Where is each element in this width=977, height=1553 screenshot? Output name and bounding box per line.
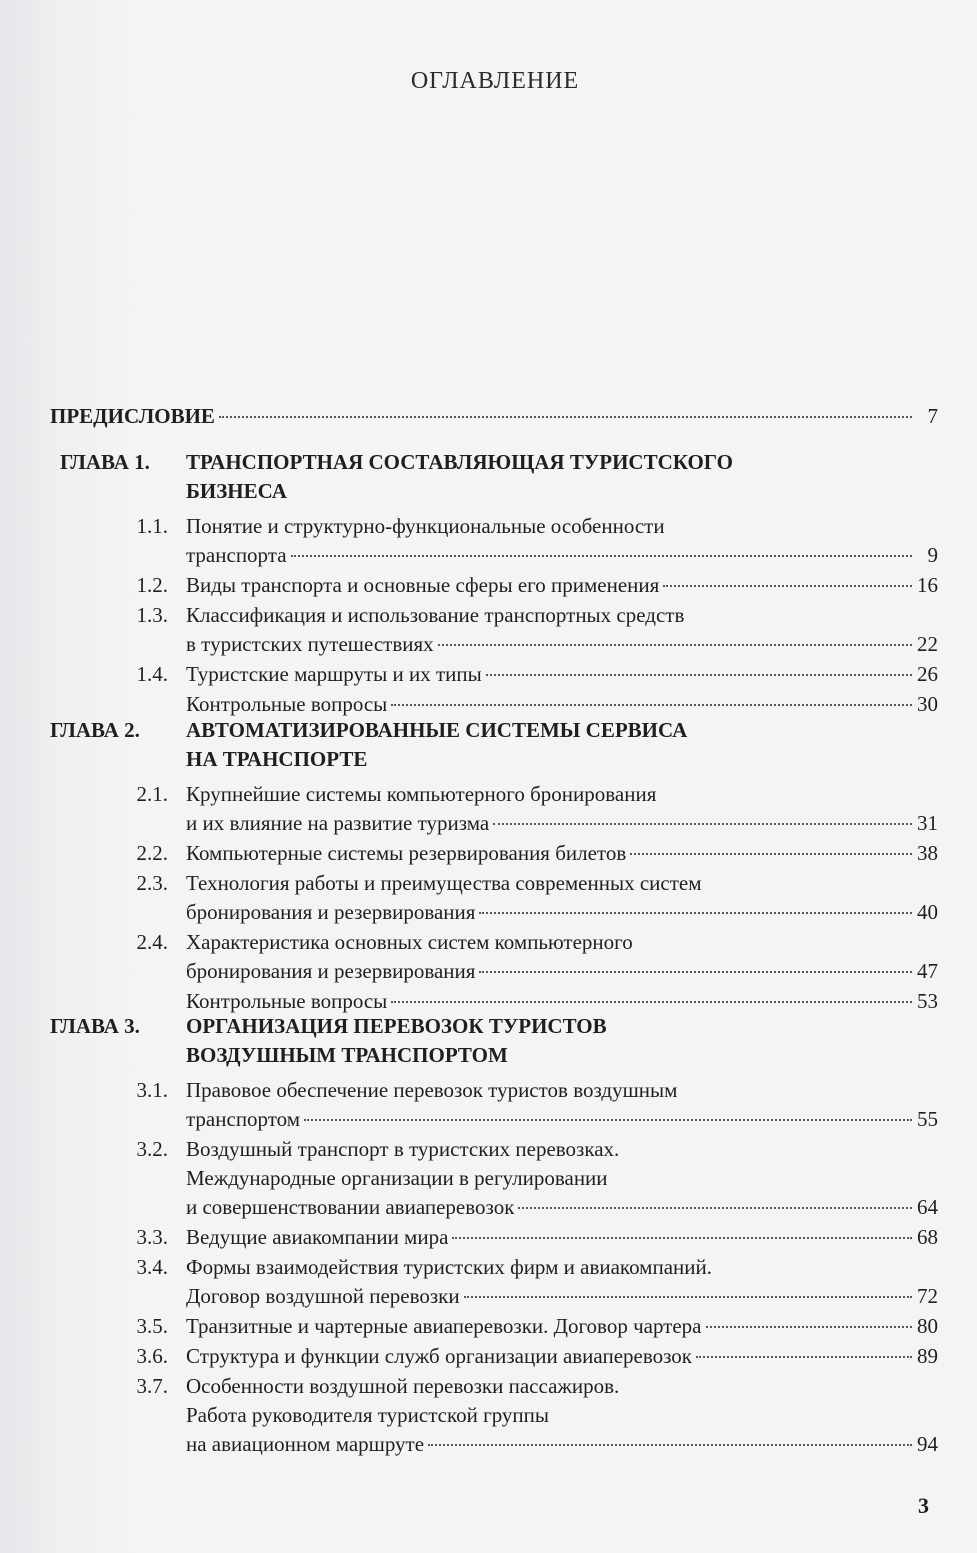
section-entry[interactable] bbox=[186, 841, 938, 866]
section-page: 9 bbox=[927, 543, 938, 567]
section-title[interactable]: Крупнейшие системы компьютерного бронирования bbox=[186, 782, 657, 806]
leader-dots bbox=[452, 1237, 912, 1239]
section-page: 16 bbox=[917, 573, 938, 597]
section-entry[interactable] bbox=[186, 959, 938, 984]
section-title: Компьютерные системы резервирования билетов bbox=[186, 841, 627, 865]
section-entry[interactable] bbox=[186, 900, 938, 925]
leader-dots bbox=[438, 644, 912, 646]
chapter-label: ГЛАВА 3. bbox=[50, 1014, 140, 1038]
section-page: 26 bbox=[917, 662, 938, 686]
leader-dots bbox=[663, 585, 912, 587]
section-page: 40 bbox=[917, 900, 938, 924]
section-page: 31 bbox=[917, 811, 938, 835]
leader-dots bbox=[706, 1326, 913, 1328]
chapter-title[interactable]: ОРГАНИЗАЦИЯ ПЕРЕВОЗОК ТУРИСТОВ bbox=[186, 1014, 607, 1038]
section-number: 2.3. bbox=[136, 871, 168, 895]
section-title[interactable]: Технология работы и преимущества современных систем bbox=[186, 871, 702, 895]
preface-label: ПРЕДИСЛОВИЕ bbox=[50, 404, 215, 428]
leader-dots bbox=[428, 1444, 912, 1446]
section-title: транспортом bbox=[186, 1107, 301, 1131]
section-title[interactable]: Понятие и структурно-функциональные особенности bbox=[186, 514, 665, 538]
section-entry[interactable] bbox=[186, 1344, 938, 1369]
leader-dots bbox=[291, 555, 912, 557]
section-page: 72 bbox=[917, 1284, 938, 1308]
section-title: бронирования и резервирования bbox=[186, 900, 476, 924]
section-page: 94 bbox=[917, 1432, 938, 1456]
section-number: 2.4. bbox=[136, 930, 168, 954]
section-page: 89 bbox=[917, 1344, 938, 1368]
leader-dots bbox=[391, 704, 912, 706]
leader-dots bbox=[696, 1356, 912, 1358]
section-entry[interactable] bbox=[186, 1225, 938, 1250]
leader-dots bbox=[479, 971, 912, 973]
section-title: транспорта bbox=[186, 543, 287, 567]
section-entry[interactable] bbox=[186, 1284, 938, 1309]
section-number: 3.5. bbox=[136, 1314, 168, 1338]
section-title[interactable]: Характеристика основных систем компьютерного bbox=[186, 930, 633, 954]
section-entry[interactable] bbox=[186, 1432, 938, 1457]
chapter-title[interactable]: ВОЗДУШНЫМ ТРАНСПОРТОМ bbox=[186, 1043, 508, 1067]
section-entry[interactable] bbox=[186, 1195, 938, 1220]
section-number: 3.4. bbox=[136, 1255, 168, 1279]
section-title: в туристских путешествиях bbox=[186, 632, 434, 656]
section-title: Структура и функции служб организации авиаперевозок bbox=[186, 1344, 692, 1368]
section-title: и их влияние на развитие туризма bbox=[186, 811, 490, 835]
section-title: Туристские маршруты и их типы bbox=[186, 662, 482, 686]
section-page: 22 bbox=[917, 632, 938, 656]
section-number: 2.2. bbox=[136, 841, 168, 865]
section-title: Ведущие авиакомпании мира bbox=[186, 1225, 449, 1249]
chapter-label: ГЛАВА 1. bbox=[60, 450, 150, 474]
section-entry[interactable] bbox=[186, 573, 938, 598]
section-title: Контрольные вопросы bbox=[186, 692, 388, 716]
section-entry[interactable] bbox=[186, 811, 938, 836]
section-number: 3.6. bbox=[136, 1344, 168, 1368]
section-title: и совершенствовании авиаперевозок bbox=[186, 1195, 515, 1219]
section-entry[interactable] bbox=[186, 632, 938, 657]
section-title[interactable]: Международные организации в регулировании bbox=[186, 1166, 608, 1190]
page-number: 3 bbox=[918, 1493, 929, 1518]
preface-page: 7 bbox=[927, 404, 938, 428]
section-title: бронирования и резервирования bbox=[186, 959, 476, 983]
review-questions-entry[interactable] bbox=[186, 692, 938, 717]
section-number: 3.1. bbox=[136, 1078, 168, 1102]
section-title: Транзитные и чартерные авиаперевозки. Договор чартера bbox=[186, 1314, 702, 1338]
leader-dots bbox=[391, 1001, 912, 1003]
section-title: Контрольные вопросы bbox=[186, 989, 388, 1013]
section-title[interactable]: Правовое обеспечение перевозок туристов воздушным bbox=[186, 1078, 678, 1102]
leader-dots bbox=[493, 823, 912, 825]
section-page: 30 bbox=[917, 692, 938, 716]
section-number: 1.4. bbox=[136, 662, 168, 686]
leader-dots bbox=[464, 1296, 912, 1298]
section-title[interactable]: Работа руководителя туристской группы bbox=[186, 1403, 550, 1427]
section-title: на авиационном маршруте bbox=[186, 1432, 425, 1456]
section-page: 53 bbox=[917, 989, 938, 1013]
section-number: 1.2. bbox=[136, 573, 168, 597]
chapter-title[interactable]: АВТОМАТИЗИРОВАННЫЕ СИСТЕМЫ СЕРВИСА bbox=[186, 718, 688, 742]
section-entry[interactable] bbox=[186, 662, 938, 687]
section-title[interactable]: Воздушный транспорт в туристских перевозках. bbox=[186, 1137, 620, 1161]
section-title: Договор воздушной перевозки bbox=[186, 1284, 460, 1308]
section-number: 1.1. bbox=[136, 514, 168, 538]
section-page: 64 bbox=[917, 1195, 938, 1219]
leader-dots bbox=[479, 912, 912, 914]
chapter-title[interactable]: НА ТРАНСПОРТЕ bbox=[186, 747, 368, 771]
chapter-title[interactable]: БИЗНЕСА bbox=[186, 479, 287, 503]
chapter-title[interactable]: ТРАНСПОРТНАЯ СОСТАВЛЯЮЩАЯ ТУРИСТСКОГО bbox=[186, 450, 733, 474]
section-entry[interactable] bbox=[186, 543, 938, 568]
leader-dots bbox=[304, 1119, 912, 1121]
page-title: ОГЛАВЛЕНИЕ bbox=[410, 68, 580, 94]
section-number: 1.3. bbox=[136, 603, 168, 627]
leader-dots bbox=[630, 853, 912, 855]
preface-entry[interactable] bbox=[50, 404, 938, 429]
section-title: Виды транспорта и основные сферы его применения bbox=[186, 573, 660, 597]
leader-dots bbox=[219, 416, 912, 418]
section-number: 3.2. bbox=[136, 1137, 168, 1161]
section-number: 3.3. bbox=[136, 1225, 168, 1249]
section-page: 38 bbox=[917, 841, 938, 865]
review-questions-entry[interactable] bbox=[186, 989, 938, 1014]
section-entry[interactable] bbox=[186, 1107, 938, 1132]
section-title[interactable]: Особенности воздушной перевозки пассажиров. bbox=[186, 1374, 620, 1398]
section-title[interactable]: Формы взаимодействия туристских фирм и авиакомпаний. bbox=[186, 1255, 712, 1279]
section-number: 3.7. bbox=[136, 1374, 168, 1398]
section-page: 80 bbox=[917, 1314, 938, 1338]
section-title[interactable]: Классификация и использование транспортных средств bbox=[186, 603, 685, 627]
leader-dots bbox=[486, 674, 912, 676]
leader-dots bbox=[518, 1207, 912, 1209]
section-page: 47 bbox=[917, 959, 938, 983]
section-page: 68 bbox=[917, 1225, 938, 1249]
section-number: 2.1. bbox=[136, 782, 168, 806]
chapter-label: ГЛАВА 2. bbox=[50, 718, 140, 742]
section-entry[interactable] bbox=[186, 1314, 938, 1339]
section-page: 55 bbox=[917, 1107, 938, 1131]
